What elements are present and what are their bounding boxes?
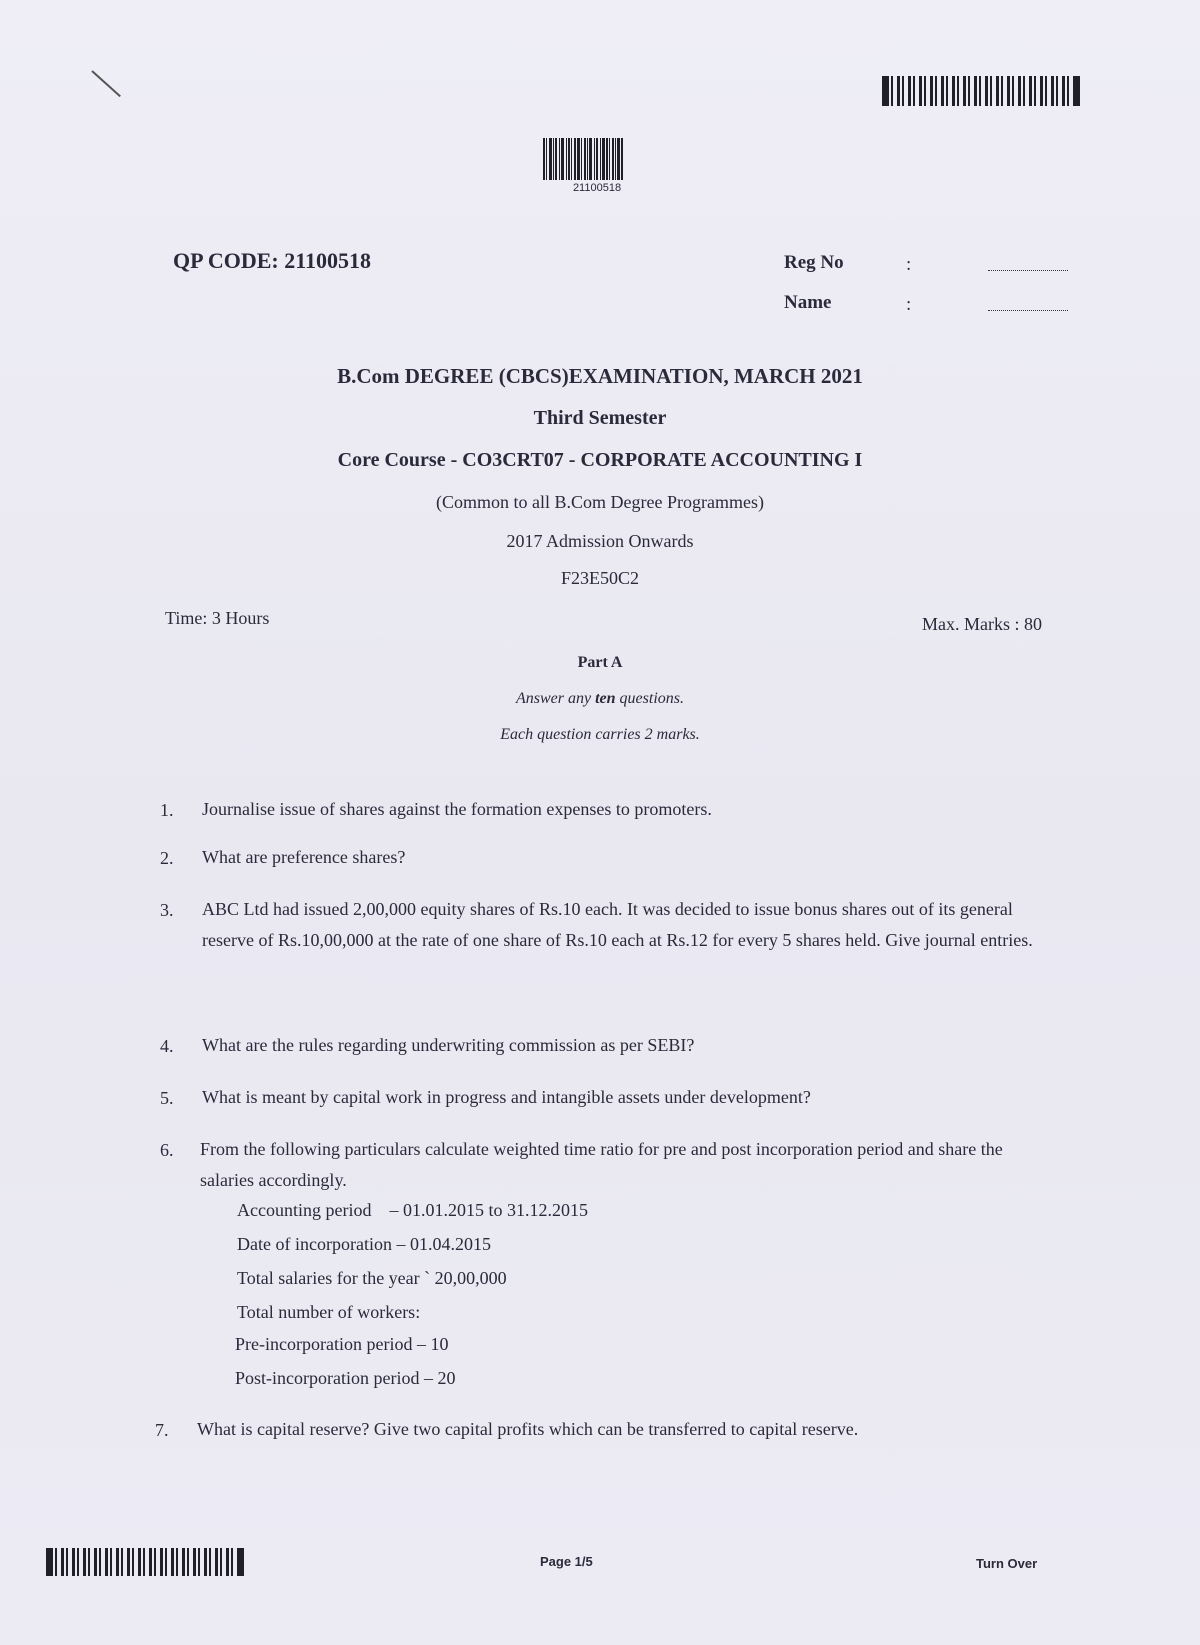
reg-no-field[interactable] [988, 270, 1068, 271]
time-label: Time: 3 Hours [165, 608, 270, 628]
question-text: ABC Ltd had issued 2,00,000 equity shares of Rs.10 each. It was decided to issue bonus shares out of its general reserve of Rs.10,00,000 at the rate of one share of Rs.10 each at Rs.12 for every 5 shares held. Give journal entries. [202, 899, 1033, 950]
question-number: 1. [160, 800, 174, 820]
q6-total-workers: Total number of workers: [237, 1302, 421, 1322]
common-note: (Common to all B.Com Degree Programmes) [436, 492, 764, 512]
instruction-prefix: Answer any [515, 690, 596, 707]
question-number: 6. [160, 1140, 174, 1160]
turn-over: Turn Over [976, 1556, 1038, 1571]
reg-no-colon: : [906, 254, 912, 275]
question-number: 7. [155, 1420, 169, 1440]
bottom-left-barcode-icon [46, 1548, 244, 1576]
question-number: 5. [160, 1088, 174, 1108]
question-text: From the following particulars calculate weighted time ratio for pre and post incorporation period and share the salaries accordingly. [200, 1139, 1003, 1190]
question-text: What are the rules regarding underwriting commission as per SEBI? [202, 1035, 695, 1055]
reg-no-label: Reg No [784, 252, 844, 273]
question-number: 2. [160, 848, 174, 868]
question-text: Journalise issue of shares against the formation expenses to promoters. [202, 799, 712, 819]
question-text: What are preference shares? [202, 847, 406, 867]
question-number: 4. [160, 1036, 174, 1056]
part-instruction [0, 690, 1200, 708]
exam-title: B.Com DEGREE (CBCS)EXAMINATION, MARCH 2021 [337, 364, 863, 388]
question-text: What is capital reserve? Give two capital profits which can be transferred to capital reserve. [197, 1419, 859, 1439]
name-label: Name [784, 292, 832, 313]
question-text: What is meant by capital work in progress and intangible assets under development? [202, 1087, 811, 1107]
q6-accounting-period: Accounting period – 01.01.2015 to 31.12.2015 [237, 1200, 588, 1220]
marks-note: Each question carries 2 marks. [500, 726, 700, 743]
qp-code: QP CODE: 21100518 [173, 248, 372, 273]
center-barcode-icon [543, 138, 651, 180]
top-right-barcode-icon [882, 76, 1080, 106]
question-number: 3. [160, 900, 174, 920]
paper-id: F23E50C2 [560, 568, 639, 588]
barcode-number: 21100518 [572, 182, 622, 194]
semester: Third Semester [533, 407, 667, 429]
page-number: Page 1/5 [540, 1554, 593, 1569]
name-colon: : [906, 294, 912, 315]
q6-incorporation: Date of incorporation – 01.04.2015 [237, 1234, 491, 1254]
name-field[interactable] [988, 310, 1068, 311]
admission-note: 2017 Admission Onwards [506, 531, 694, 551]
course-title: Core Course - CO3CRT07 - CORPORATE ACCOUNTING I [337, 449, 863, 471]
part-title: Part A [577, 654, 623, 671]
q6-total-salaries: Total salaries for the year ` 20,00,000 [237, 1268, 507, 1288]
scan-mark [91, 70, 121, 97]
q6-pre: Pre-incorporation period – 10 [235, 1334, 449, 1354]
instruction-suffix: questions. [615, 690, 684, 707]
max-marks: Max. Marks : 80 [922, 614, 1042, 634]
q6-post: Post-incorporation period – 20 [235, 1368, 456, 1388]
instruction-bold: ten [595, 690, 616, 707]
